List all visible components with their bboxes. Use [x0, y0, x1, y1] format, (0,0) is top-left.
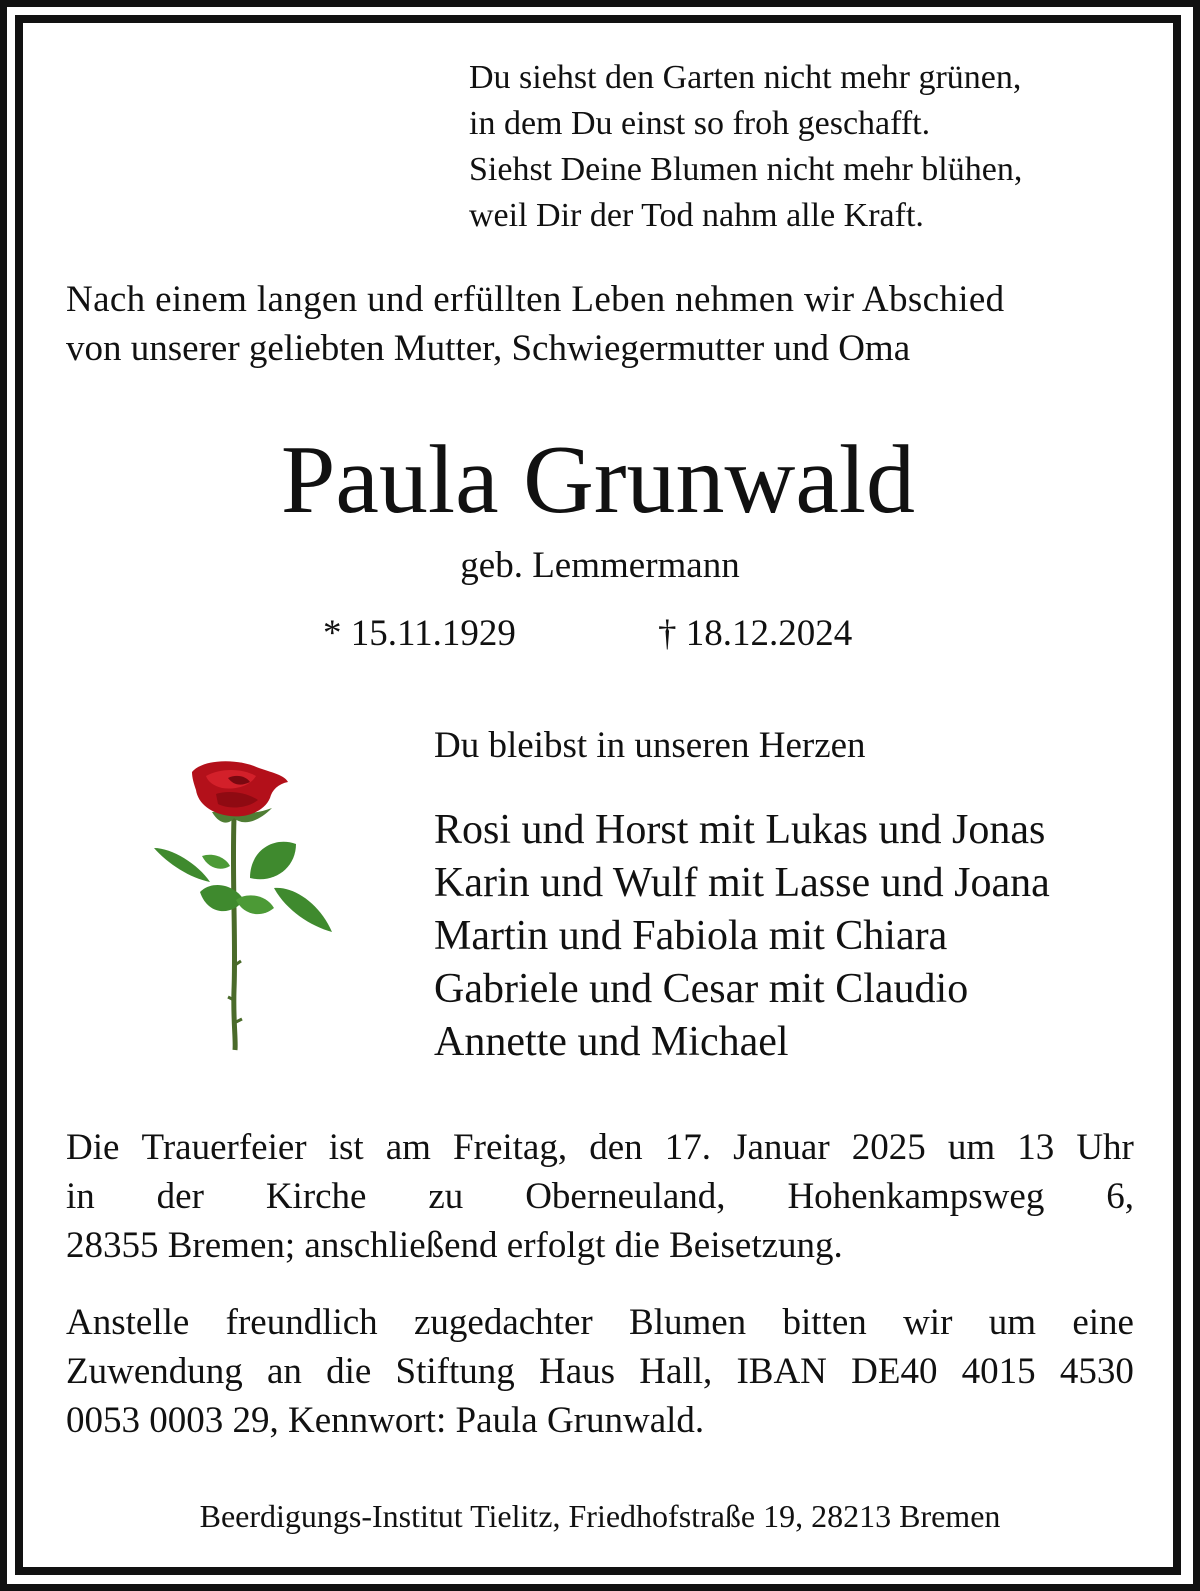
intro-line: Nach einem langen und erfüllten Leben nehmen wir Abschied	[66, 279, 1005, 320]
ceremony-line: in der Kirche zu Oberneuland, Hohenkampsweg 6,	[66, 1176, 1134, 1217]
family-member: Karin und Wulf mit Lasse und Joana	[434, 860, 1050, 906]
poem-line: Du siehst den Garten nicht mehr grünen,	[469, 59, 1022, 96]
poem	[469, 55, 1022, 239]
funeral-home: Beerdigungs-Institut Tielitz, Friedhofstraße 19, 28213 Bremen	[199, 1498, 1001, 1534]
ceremony-line: 28355 Bremen; anschließend erfolgt die Beisetzung.	[66, 1225, 843, 1266]
intro-text	[66, 275, 1134, 373]
motto: Du bleibst in unseren Herzen	[434, 725, 866, 766]
family-member: Gabriele und Cesar mit Claudio	[434, 966, 969, 1012]
donation-info	[66, 1298, 1134, 1445]
donation-line: Anstelle freundlich zugedachter Blumen bitten wir um eine	[66, 1302, 1134, 1343]
poem-line: Siehst Deine Blumen nicht mehr blühen,	[469, 151, 1023, 188]
family-member: Annette und Michael	[434, 1019, 789, 1065]
family-member: Martin und Fabiola mit Chiara	[434, 913, 948, 959]
birth-date: * 15.11.1929	[323, 613, 516, 654]
maiden-name: geb. Lemmermann	[460, 545, 740, 586]
family-member: Rosi und Horst mit Lukas und Jonas	[434, 807, 1046, 853]
intro-line: von unserer geliebten Mutter, Schwiegermutter und Oma	[66, 328, 911, 369]
donation-line: Zuwendung an die Stiftung Haus Hall, IBAN DE40 4015 4530	[66, 1351, 1134, 1392]
death-date: † 18.12.2024	[658, 613, 853, 654]
ceremony-line: Die Trauerfeier ist am Freitag, den 17. Januar 2025 um 13 Uhr	[66, 1127, 1134, 1168]
poem-line: in dem Du einst so froh geschafft.	[469, 105, 931, 142]
poem-line: weil Dir der Tod nahm alle Kraft.	[469, 197, 924, 234]
deceased-name	[0, 420, 1200, 540]
family-list	[434, 804, 1050, 1069]
ceremony-info	[66, 1123, 1134, 1270]
deceased-name-text: Paula Grunwald	[280, 426, 916, 534]
rose-icon	[150, 760, 340, 1060]
donation-line: 0053 0003 29, Kennwort: Paula Grunwald.	[66, 1400, 705, 1441]
